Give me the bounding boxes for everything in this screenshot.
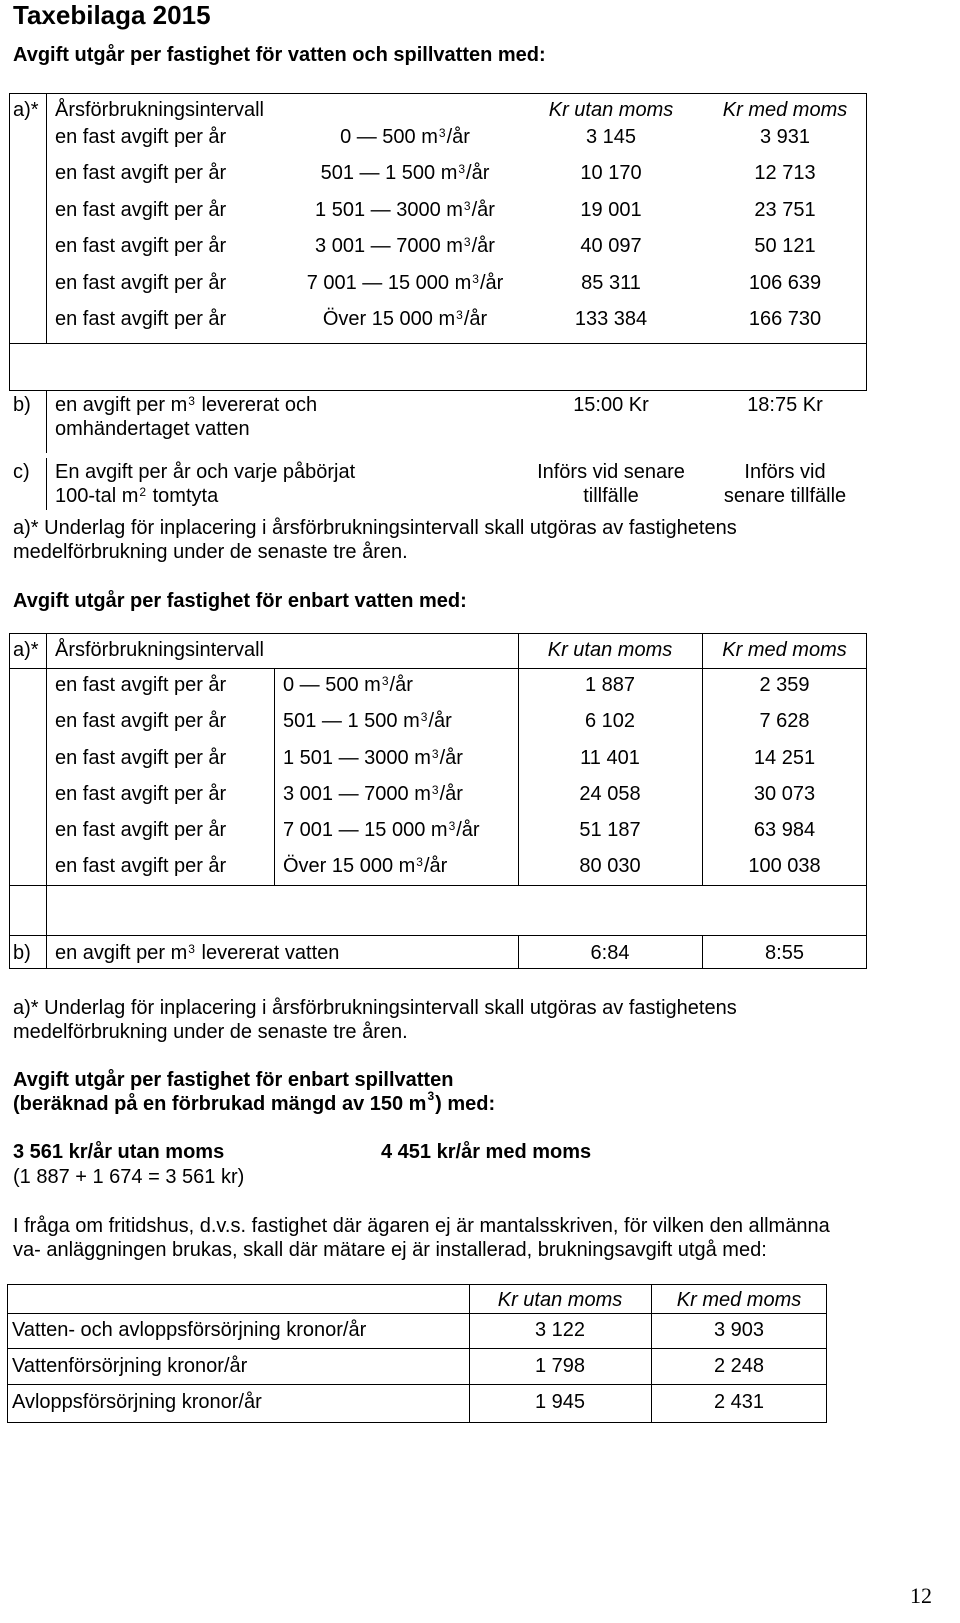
- section2-col-divider-1: [274, 668, 275, 885]
- section1-table-divider: [9, 343, 867, 344]
- table-row-interval: 0 — 500 $m^3/år$: [283, 674, 413, 696]
- section2-table-divider: [9, 885, 867, 886]
- table-row-incl: 2 248: [713, 1355, 765, 1377]
- table-row-desc: en fast avgift per år: [55, 235, 227, 257]
- section3-heading-line2: (beräknad på en förbrukad mängd av 150 $m^3$) med:: [13, 1089, 496, 1115]
- section2-b-text: en avgift per $m^3$ levererat vatten: [55, 942, 340, 964]
- table-row-incl: 23 751: [754, 199, 816, 221]
- table-row-incl: 2 431: [713, 1391, 765, 1413]
- section1-c-divider: [46, 458, 47, 510]
- section1-b-divider: [46, 391, 47, 453]
- table-row-excl: 3 145: [585, 126, 637, 148]
- section1-b-text-line1: en avgift per $m^3$ levererat och: [55, 394, 318, 416]
- section2-b-excl: 6:84: [590, 942, 630, 964]
- section4-row-divider-1: [7, 1313, 827, 1314]
- table-row-label: Vattenförsörjning kronor/år: [12, 1355, 248, 1377]
- table-row-excl: 80 030: [579, 855, 641, 877]
- section1-b-incl: 18:75 Kr: [747, 394, 823, 416]
- table-row-interval: Över 15 000 $m^3/år$: [322, 308, 488, 330]
- section2-a-header: Årsförbrukningsintervall: [55, 639, 264, 661]
- section1-note-line1: a)* Underlag för inplacering i årsförbrukningsintervall skall utgöras av fastighetens: [13, 517, 737, 539]
- table-row-incl: 30 073: [753, 783, 816, 805]
- table-row-excl: 11 401: [580, 747, 640, 769]
- table-row-interval: 0 — 500 $m^3/år$: [340, 126, 470, 148]
- table-row-desc: en fast avgift per år: [55, 819, 227, 841]
- section4-row-divider-2: [7, 1348, 827, 1349]
- table-row-excl: 19 001: [580, 199, 642, 221]
- section4-para-line1: I fråga om fritidshus, d.v.s. fastighet där ägaren ej är mantalsskriven, för vilken den allmänna: [13, 1215, 830, 1237]
- section1-heading: Avgift utgår per fastighet för vatten och spillvatten med:: [13, 44, 546, 66]
- table-row-interval: 501 — 1 500 $m^3/år$: [283, 710, 452, 732]
- section4-col-excl: Kr utan moms: [497, 1289, 623, 1311]
- section1-b-excl: 15:00 Kr: [573, 394, 649, 416]
- section3-calculation: (1 887 + 1 674 = 3 561 kr): [13, 1166, 245, 1188]
- section1-c-text-line1: En avgift per år och varje påbörjat: [55, 461, 356, 483]
- table-row-desc: en fast avgift per år: [55, 710, 227, 732]
- section3-excl-total: 3 561 kr/år utan moms: [13, 1141, 225, 1163]
- section2-a-label: a)*: [13, 639, 39, 661]
- table-row-desc: en fast avgift per år: [55, 855, 227, 877]
- section1-c-incl-line1: Införs vid: [744, 461, 826, 483]
- table-row-desc: en fast avgift per år: [55, 199, 227, 221]
- table-row-interval: 3 001 — 7000 $m^3/år$: [315, 235, 495, 257]
- section2-b-label: b): [13, 942, 31, 964]
- table-row-excl: 6 102: [584, 710, 636, 732]
- table-row-incl: 12 713: [754, 162, 816, 184]
- section3-heading-line1: Avgift utgår per fastighet för enbart spillvatten: [13, 1069, 454, 1091]
- section2-col-excl: Kr utan moms: [547, 639, 673, 661]
- section1-a-label: a)*: [13, 99, 39, 121]
- table-row-incl: 14 251: [753, 747, 816, 769]
- table-row-desc: en fast avgift per år: [55, 272, 227, 294]
- section2-b-incl: 8:55: [765, 942, 804, 964]
- page-number: 12: [910, 1583, 932, 1608]
- table-row-excl: 1 887: [584, 674, 636, 696]
- table-row-interval: 7 001 — 15 000 $m^3/år$: [306, 272, 504, 294]
- table-row-excl: 51 187: [579, 819, 641, 841]
- section4-para-line2: va- anläggningen brukas, skall där mätare ej är installerad, brukningsavgift utgå med:: [13, 1239, 767, 1261]
- section1-c-text-line2: 100-tal $m^2$ tomtyta: [55, 485, 219, 507]
- table-row-excl: 1 945: [534, 1391, 586, 1413]
- section1-c-label: c): [13, 461, 30, 483]
- section4-col-incl: Kr med moms: [676, 1289, 802, 1311]
- section2-header-divider: [9, 668, 867, 669]
- table-row-incl: 7 628: [759, 710, 810, 732]
- section1-col-incl: Kr med moms: [722, 99, 848, 121]
- table-row-desc: en fast avgift per år: [55, 747, 227, 769]
- table-row-incl: 3 903: [713, 1319, 765, 1341]
- section2-col-incl: Kr med moms: [722, 639, 847, 661]
- section4-row-divider-3: [7, 1384, 827, 1385]
- table-row-excl: 3 122: [534, 1319, 586, 1341]
- table-row-excl: 24 058: [579, 783, 641, 805]
- section2-heading: Avgift utgår per fastighet för enbart vatten med:: [13, 590, 467, 612]
- table-row-excl: 10 170: [580, 162, 642, 184]
- document-title: Taxebilaga 2015: [13, 0, 211, 30]
- table-row-incl: 3 931: [759, 126, 811, 148]
- section1-label-divider: [46, 93, 47, 343]
- section1-note-line2: medelförbrukning under de senaste tre åren.: [13, 541, 408, 563]
- table-row-interval: 1 501 — 3000 $m^3/år$: [315, 199, 495, 221]
- table-row-label: Vatten- och avloppsförsörjning kronor/år: [12, 1319, 367, 1341]
- table-row-desc: en fast avgift per år: [55, 783, 227, 805]
- table-row-excl: 40 097: [580, 235, 642, 257]
- section2-label-divider: [46, 633, 47, 969]
- section2-note-line2: medelförbrukning under de senaste tre åren.: [13, 1021, 408, 1043]
- section1-b-text-line2: omhändertaget vatten: [55, 418, 250, 440]
- table-row-interval: Över 15 000 $m^3/år$: [283, 855, 448, 877]
- section1-b-label: b): [13, 394, 31, 416]
- table-row-excl: 85 311: [581, 272, 641, 294]
- table-row-incl: 100 038: [748, 855, 821, 877]
- table-row-interval: 501 — 1 500 $m^3/år$: [320, 162, 490, 184]
- section1-c-excl-line1: Införs vid senare: [537, 461, 685, 483]
- section2-b-divider: [9, 935, 867, 936]
- table-row-excl: 133 384: [574, 308, 648, 330]
- table-row-desc: en fast avgift per år: [55, 162, 227, 184]
- section1-a-header: Årsförbrukningsintervall: [55, 99, 264, 121]
- table-row-desc: en fast avgift per år: [55, 126, 227, 148]
- table-row-label: Avloppsförsörjning kronor/år: [12, 1391, 262, 1413]
- table-row-interval: 7 001 — 15 000 $m^3/år$: [283, 819, 480, 841]
- table-row-desc: en fast avgift per år: [55, 308, 227, 330]
- table-row-interval: 3 001 — 7000 $m^3/år$: [283, 783, 463, 805]
- section1-col-excl: Kr utan moms: [548, 99, 674, 121]
- table-row-excl: 1 798: [534, 1355, 586, 1377]
- table-row-incl: 166 730: [748, 308, 822, 330]
- table-row-incl: 63 984: [753, 819, 816, 841]
- table-row-incl: 2 359: [759, 674, 810, 696]
- table-row-interval: 1 501 — 3000 $m^3/år$: [283, 747, 463, 769]
- section2-note-line1: a)* Underlag för inplacering i årsförbrukningsintervall skall utgöras av fastighetens: [13, 997, 737, 1019]
- section3-incl-total: 4 451 kr/år med moms: [381, 1141, 592, 1163]
- table-row-desc: en fast avgift per år: [55, 674, 227, 696]
- section1-c-excl-line2: tillfälle: [583, 485, 639, 507]
- section1-c-incl-line2: senare tillfälle: [723, 485, 847, 507]
- table-row-incl: 106 639: [748, 272, 822, 294]
- table-row-incl: 50 121: [754, 235, 816, 257]
